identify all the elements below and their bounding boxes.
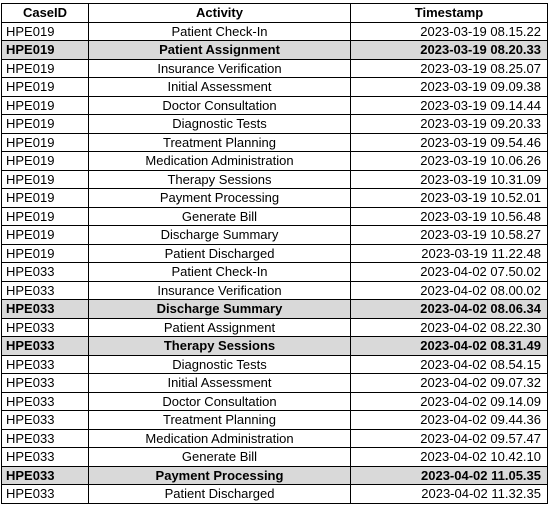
- cell-caseid: HPE033: [2, 337, 89, 356]
- cell-activity: Diagnostic Tests: [89, 355, 351, 374]
- cell-timestamp: 2023-03-19 10.06.26: [351, 152, 548, 171]
- table-row: [2, 318, 548, 337]
- cell-activity: Medication Administration: [89, 429, 351, 448]
- table-row-highlighted: [2, 41, 548, 60]
- table-row: [2, 115, 548, 134]
- cell-timestamp: 2023-03-19 08.15.22: [351, 22, 548, 41]
- cell-caseid: HPE019: [2, 115, 89, 134]
- cell-caseid: HPE033: [2, 355, 89, 374]
- table-row: [2, 226, 548, 245]
- cell-activity: Doctor Consultation: [89, 392, 351, 411]
- cell-timestamp: 2023-03-19 10.58.27: [351, 226, 548, 245]
- cell-caseid: HPE019: [2, 207, 89, 226]
- cell-activity: Payment Processing: [89, 466, 351, 485]
- cell-timestamp: 2023-04-02 08.06.34: [351, 300, 548, 319]
- cell-timestamp: 2023-03-19 09.20.33: [351, 115, 548, 134]
- cell-caseid: HPE033: [2, 318, 89, 337]
- cell-activity: Generate Bill: [89, 448, 351, 467]
- cell-activity: Treatment Planning: [89, 411, 351, 430]
- cell-caseid: HPE033: [2, 392, 89, 411]
- cell-caseid: HPE033: [2, 429, 89, 448]
- cell-timestamp: 2023-03-19 10.52.01: [351, 189, 548, 208]
- table-row-highlighted: [2, 466, 548, 485]
- cell-activity: Patient Assignment: [89, 41, 351, 60]
- cell-timestamp: 2023-04-02 09.07.32: [351, 374, 548, 393]
- table-row: [2, 59, 548, 78]
- event-log-table-container: [1, 3, 548, 504]
- cell-timestamp: 2023-04-02 08.22.30: [351, 318, 548, 337]
- cell-caseid: HPE033: [2, 448, 89, 467]
- event-log-table: [1, 3, 548, 504]
- cell-timestamp: 2023-03-19 09.09.38: [351, 78, 548, 97]
- cell-activity: Therapy Sessions: [89, 170, 351, 189]
- table-row: [2, 170, 548, 189]
- cell-activity: Medication Administration: [89, 152, 351, 171]
- cell-timestamp: 2023-04-02 11.05.35: [351, 466, 548, 485]
- table-row: [2, 374, 548, 393]
- cell-timestamp: 2023-04-02 08.00.02: [351, 281, 548, 300]
- table-row: [2, 152, 548, 171]
- cell-timestamp: 2023-03-19 11.22.48: [351, 244, 548, 263]
- cell-caseid: HPE033: [2, 374, 89, 393]
- cell-activity: Initial Assessment: [89, 374, 351, 393]
- cell-activity: Doctor Consultation: [89, 96, 351, 115]
- table-row: [2, 189, 548, 208]
- cell-caseid: HPE033: [2, 300, 89, 319]
- cell-caseid: HPE019: [2, 96, 89, 115]
- cell-activity: Payment Processing: [89, 189, 351, 208]
- table-row: [2, 133, 548, 152]
- cell-timestamp: 2023-04-02 09.57.47: [351, 429, 548, 448]
- cell-timestamp: 2023-03-19 09.54.46: [351, 133, 548, 152]
- cell-timestamp: 2023-03-19 09.14.44: [351, 96, 548, 115]
- header-caseid: CaseID: [2, 4, 89, 23]
- table-row: [2, 96, 548, 115]
- table-row: [2, 411, 548, 430]
- table-row: [2, 281, 548, 300]
- cell-timestamp: 2023-04-02 11.32.35: [351, 485, 548, 504]
- cell-activity: Generate Bill: [89, 207, 351, 226]
- cell-caseid: HPE019: [2, 152, 89, 171]
- cell-activity: Discharge Summary: [89, 300, 351, 319]
- cell-caseid: HPE033: [2, 466, 89, 485]
- cell-activity: Discharge Summary: [89, 226, 351, 245]
- cell-timestamp: 2023-04-02 10.42.10: [351, 448, 548, 467]
- cell-caseid: HPE019: [2, 78, 89, 97]
- cell-timestamp: 2023-03-19 08.25.07: [351, 59, 548, 78]
- table-row: [2, 22, 548, 41]
- cell-timestamp: 2023-04-02 09.44.36: [351, 411, 548, 430]
- cell-caseid: HPE019: [2, 189, 89, 208]
- cell-timestamp: 2023-04-02 08.54.15: [351, 355, 548, 374]
- table-row: [2, 78, 548, 97]
- cell-timestamp: 2023-03-19 10.56.48: [351, 207, 548, 226]
- cell-caseid: HPE033: [2, 411, 89, 430]
- cell-timestamp: 2023-04-02 09.14.09: [351, 392, 548, 411]
- table-row: [2, 448, 548, 467]
- table-row-highlighted: [2, 337, 548, 356]
- cell-activity: Diagnostic Tests: [89, 115, 351, 134]
- cell-activity: Treatment Planning: [89, 133, 351, 152]
- cell-caseid: HPE019: [2, 170, 89, 189]
- table-row: [2, 244, 548, 263]
- cell-activity: Patient Check-In: [89, 22, 351, 41]
- header-timestamp: Timestamp: [351, 4, 548, 23]
- cell-caseid: HPE019: [2, 226, 89, 245]
- cell-caseid: HPE019: [2, 133, 89, 152]
- cell-activity: Insurance Verification: [89, 281, 351, 300]
- header-activity: Activity: [89, 4, 351, 23]
- table-row: [2, 429, 548, 448]
- cell-activity: Patient Check-In: [89, 263, 351, 282]
- cell-timestamp: 2023-04-02 07.50.02: [351, 263, 548, 282]
- cell-activity: Insurance Verification: [89, 59, 351, 78]
- cell-activity: Patient Discharged: [89, 485, 351, 504]
- cell-activity: Patient Discharged: [89, 244, 351, 263]
- cell-activity: Therapy Sessions: [89, 337, 351, 356]
- cell-caseid: HPE019: [2, 22, 89, 41]
- cell-timestamp: 2023-03-19 10.31.09: [351, 170, 548, 189]
- table-header-row: [2, 4, 548, 23]
- table-body: [2, 22, 548, 503]
- cell-caseid: HPE019: [2, 244, 89, 263]
- table-row: [2, 392, 548, 411]
- cell-caseid: HPE033: [2, 485, 89, 504]
- table-row: [2, 207, 548, 226]
- cell-caseid: HPE033: [2, 281, 89, 300]
- cell-caseid: HPE019: [2, 59, 89, 78]
- table-row-highlighted: [2, 300, 548, 319]
- cell-caseid: HPE033: [2, 263, 89, 282]
- table-row: [2, 485, 548, 504]
- cell-timestamp: 2023-04-02 08.31.49: [351, 337, 548, 356]
- cell-caseid: HPE019: [2, 41, 89, 60]
- cell-timestamp: 2023-03-19 08.20.33: [351, 41, 548, 60]
- cell-activity: Patient Assignment: [89, 318, 351, 337]
- table-row: [2, 355, 548, 374]
- cell-activity: Initial Assessment: [89, 78, 351, 97]
- table-row: [2, 263, 548, 282]
